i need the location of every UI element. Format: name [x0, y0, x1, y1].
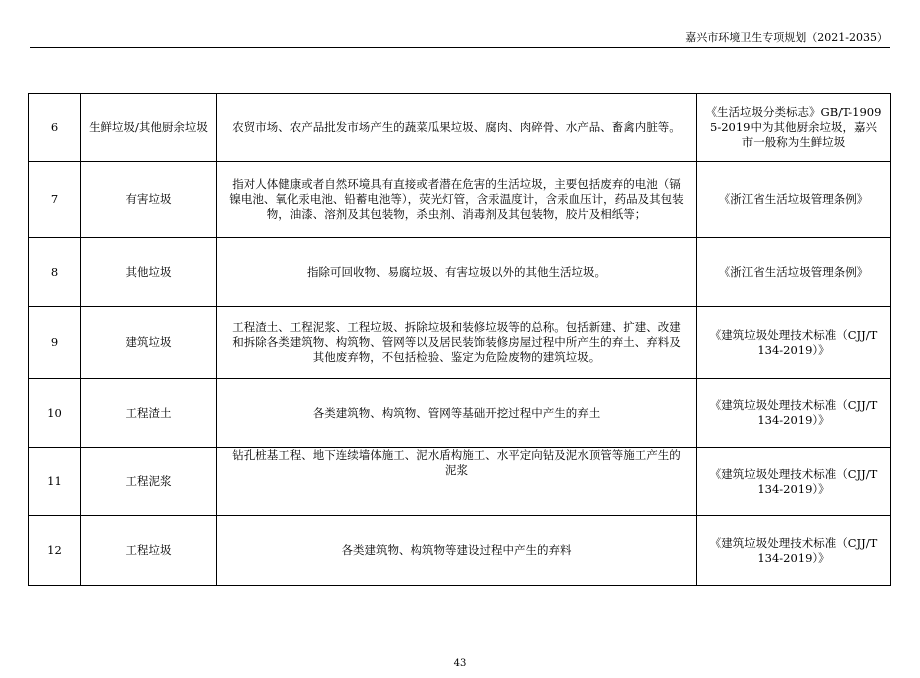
row-number: 12: [29, 516, 81, 586]
row-number: 10: [29, 379, 81, 448]
table-row: [29, 238, 891, 307]
waste-description: 指对人体健康或者自然环境具有直接或者潜在危害的生活垃圾，主要包括废弃的电池（镉镍电池、氧化汞电池、铅蓄电池等），荧光灯管，含汞温度计，含汞血压计，药品及其包装物，油漆、溶剂及其包装物，杀虫剂、消毒剂及其包装物，胶片及相纸等；: [217, 162, 697, 238]
row-number: 7: [29, 162, 81, 238]
source-reference: 《建筑垃圾处理技术标准（CJJ/T 134-2019）》: [697, 516, 891, 586]
table-row: [29, 307, 891, 379]
table-row: [29, 94, 891, 162]
table-row: [29, 448, 891, 516]
waste-type: 工程泥浆: [81, 448, 217, 516]
source-reference: 《建筑垃圾处理技术标准（CJJ/T 134-2019）》: [697, 448, 891, 516]
waste-type: 有害垃圾: [81, 162, 217, 238]
page-number: 43: [453, 658, 467, 669]
source-reference: 《生活垃圾分类标志》GB/T-19095-2019中为其他厨余垃圾，嘉兴市一般称为生鲜垃圾: [697, 94, 891, 162]
waste-description: 各类建筑物、构筑物、管网等基础开挖过程中产生的弃土: [217, 379, 697, 448]
waste-type: 建筑垃圾: [81, 307, 217, 379]
table-row: [29, 516, 891, 586]
row-number: 11: [29, 448, 81, 516]
table-row: [29, 162, 891, 238]
source-reference: 《浙江省生活垃圾管理条例》: [697, 238, 891, 307]
waste-description: 农贸市场、农产品批发市场产生的蔬菜瓜果垃圾、腐肉、肉碎骨、水产品、畜禽内脏等。: [217, 94, 697, 162]
row-number: 8: [29, 238, 81, 307]
waste-type: 工程渣土: [81, 379, 217, 448]
source-reference: 《浙江省生活垃圾管理条例》: [697, 162, 891, 238]
waste-type: 生鲜垃圾/其他厨余垃圾: [81, 94, 217, 162]
table-row: [29, 379, 891, 448]
row-number: 9: [29, 307, 81, 379]
row-number: 6: [29, 94, 81, 162]
header-divider: [30, 47, 890, 48]
waste-description: 钻孔桩基工程、地下连续墙体施工、泥水盾构施工、水平定向钻及泥水顶管等施工产生的泥浆: [217, 448, 697, 516]
source-reference: 《建筑垃圾处理技术标准（CJJ/T 134-2019）》: [697, 379, 891, 448]
waste-description: 各类建筑物、构筑物等建设过程中产生的弃料: [217, 516, 697, 586]
waste-description: 指除可回收物、易腐垃圾、有害垃圾以外的其他生活垃圾。: [217, 238, 697, 307]
waste-type: 其他垃圾: [81, 238, 217, 307]
document-header-title: 嘉兴市环境卫生专项规划（2021-2035）: [685, 31, 888, 44]
source-reference: 《建筑垃圾处理技术标准（CJJ/T 134-2019）》: [697, 307, 891, 379]
waste-type: 工程垃圾: [81, 516, 217, 586]
waste-classification-table: [28, 93, 891, 586]
waste-description: 工程渣土、工程泥浆、工程垃圾、拆除垃圾和装修垃圾等的总称。包括新建、扩建、改建和拆除各类建筑物、构筑物、管网等以及居民装饰装修房屋过程中所产生的弃土、弃料及其他废弃物，不包括检验、鉴定为危险废物的建筑垃圾。: [217, 307, 697, 379]
